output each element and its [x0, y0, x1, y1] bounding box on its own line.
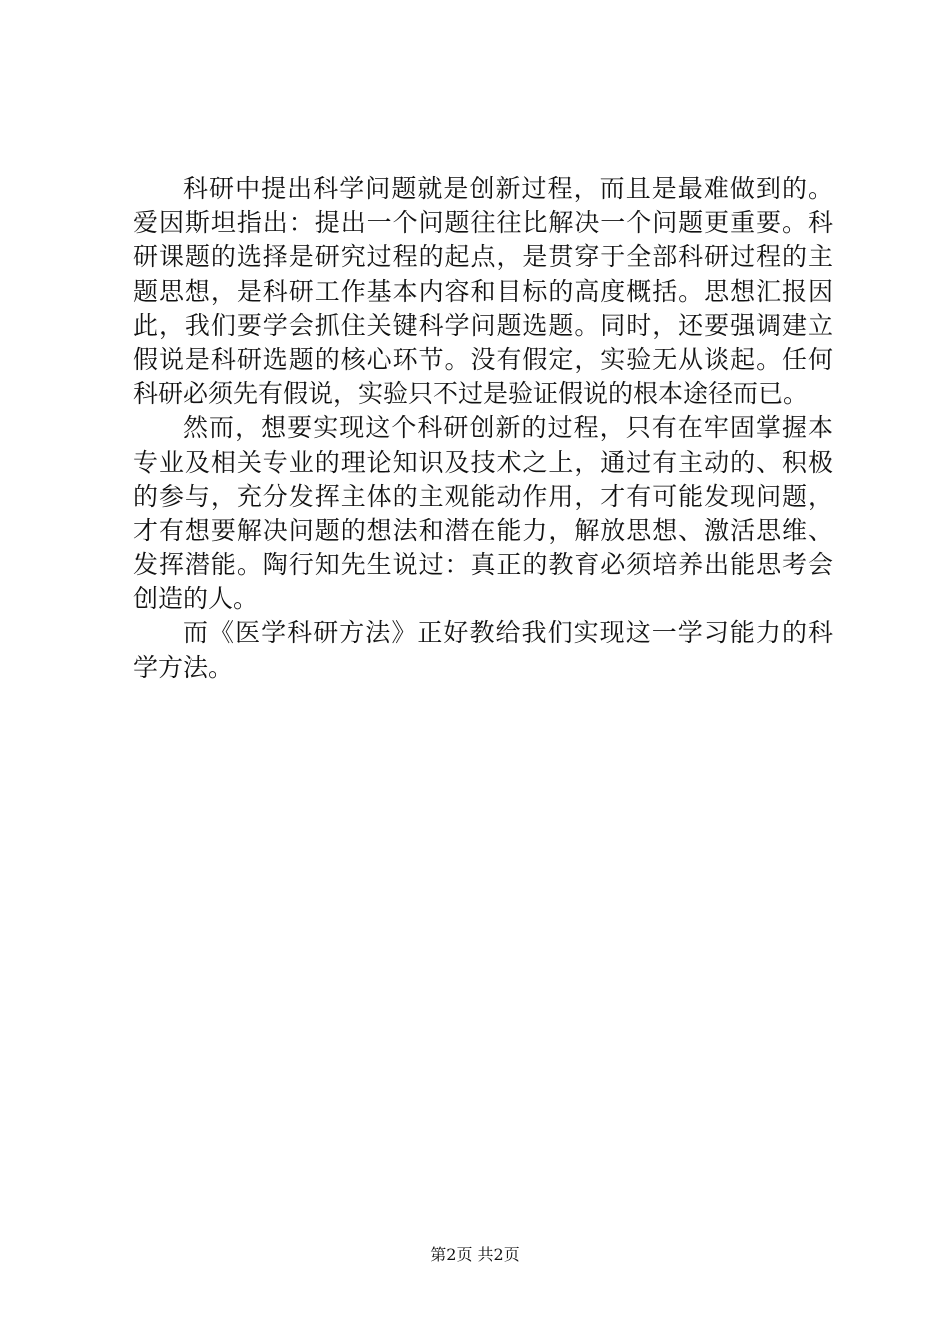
text-line: 发挥潜能。陶行知先生说过：真正的教育必须培养出能思考会	[133, 550, 833, 580]
page-number-footer: 第2页 共2页	[430, 1245, 520, 1264]
paragraph	[133, 172, 833, 411]
text-line: 科研必须先有假说，实验只不过是验证假说的根本途径而已。	[133, 379, 809, 409]
text-line: 题思想，是科研工作基本内容和目标的高度概括。思想汇报因	[133, 276, 833, 306]
text-line: 科研中提出科学问题就是创新过程，而且是最难做到的。	[183, 174, 833, 203]
document-body	[133, 172, 833, 685]
paragraph	[133, 411, 833, 616]
text-line: 爱因斯坦指出：提出一个问题往往比解决一个问题更重要。科	[133, 208, 833, 238]
text-line: 而《医学科研方法》正好教给我们实现这一学习能力的科	[183, 618, 833, 648]
text-line: 的参与，充分发挥主体的主观能动作用，才有可能发现问题，	[133, 481, 833, 511]
text-line: 学方法。	[133, 652, 234, 682]
text-line: 创造的人。	[133, 584, 259, 614]
text-line: 然而，想要实现这个科研创新的过程，只有在牢固掌握本	[183, 413, 833, 443]
paragraph	[133, 616, 833, 684]
text-line: 假说是科研选题的核心环节。没有假定，实验无从谈起。任何	[133, 344, 833, 374]
text-line: 此，我们要学会抓住关键科学问题选题。同时，还要强调建立	[133, 310, 833, 340]
text-line: 才有想要解决问题的想法和潜在能力，解放思想、激活思维、	[133, 515, 833, 545]
text-line: 专业及相关专业的理论知识及技术之上，通过有主动的、积极	[133, 447, 833, 477]
text-line: 研课题的选择是研究过程的起点，是贯穿于全部科研过程的主	[133, 242, 833, 272]
